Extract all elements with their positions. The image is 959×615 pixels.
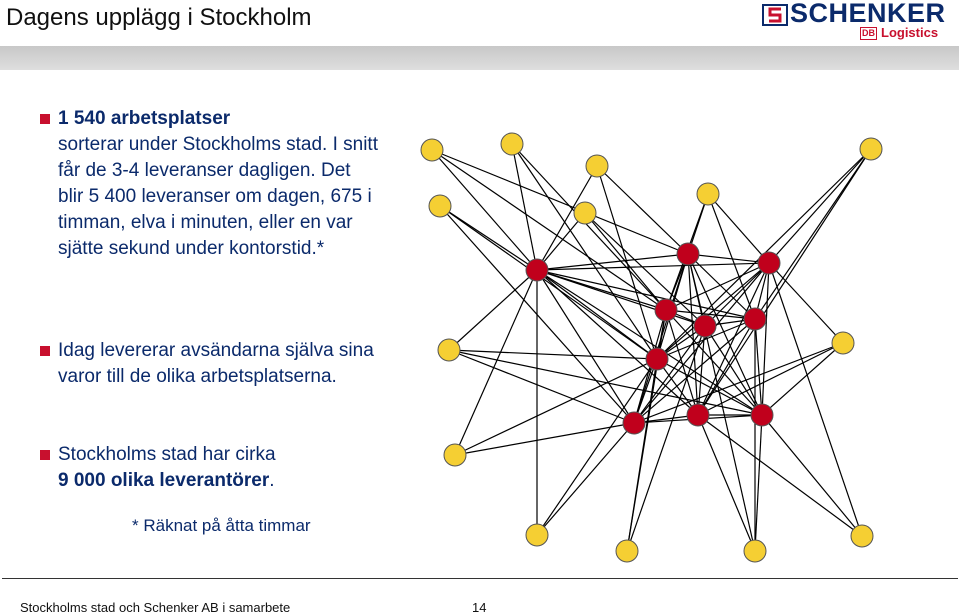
footnote: * Räknat på åtta timmar xyxy=(132,516,311,535)
bullet-text: Stockholms stad har cirka xyxy=(58,444,276,465)
network-edge xyxy=(769,263,862,536)
network-edge xyxy=(537,270,634,423)
supplier-node xyxy=(586,155,608,177)
network-edge xyxy=(708,194,769,263)
workplace-node xyxy=(646,348,668,370)
footer-text: Stockholms stad och Schenker AB i samarbete xyxy=(20,600,291,615)
supplier-node xyxy=(616,540,638,562)
network-edge xyxy=(657,359,762,415)
network-edge xyxy=(537,423,634,535)
network-edge xyxy=(455,359,657,455)
network-edge xyxy=(688,254,755,551)
network-edge xyxy=(432,150,666,310)
network-edge xyxy=(455,270,537,455)
supplier-node xyxy=(860,138,882,160)
supplier-node xyxy=(429,195,451,217)
network-edge xyxy=(634,263,769,423)
bullet-bold: 1 540 arbetsplatser xyxy=(58,108,231,129)
bullet-bold: 9 000 olika leverantörer xyxy=(58,470,270,491)
workplace-node xyxy=(687,404,709,426)
network-edge xyxy=(432,150,688,254)
bullet-text: Idag levererar avsändarna själva sina varor till de olika arbetsplatserna. xyxy=(58,340,374,387)
supplier-node xyxy=(851,525,873,547)
network-edge xyxy=(769,149,871,263)
workplace-node xyxy=(677,243,699,265)
network-edge xyxy=(666,310,698,415)
workplace-node xyxy=(694,315,716,337)
network-nodes xyxy=(421,133,882,562)
network-edge xyxy=(762,415,862,536)
supplier-node xyxy=(421,139,443,161)
logo-logistics: Logistics xyxy=(881,25,939,40)
network-edge xyxy=(455,423,634,455)
network-edge xyxy=(698,415,862,536)
workplace-node xyxy=(758,252,780,274)
network-edge xyxy=(698,149,871,415)
network-edge xyxy=(769,263,843,343)
network-edge xyxy=(449,350,657,359)
logo-wordmark: SCHENKER xyxy=(790,0,946,28)
network-edge xyxy=(449,350,762,415)
bullet-text: sorterar under Stockholms stad. I snitt får de 3-4 leveranser dagligen. Det blir 5 400 leveranser om dagen, 675 i timman, elva i minuten, eller en var sjätte sekund under kontorstid.* xyxy=(58,134,378,259)
network-edges xyxy=(432,144,871,551)
workplace-node xyxy=(655,299,677,321)
network-edge xyxy=(537,359,657,535)
network-edge xyxy=(585,213,666,310)
supplier-node xyxy=(697,183,719,205)
workplace-node xyxy=(751,404,773,426)
supplier-node xyxy=(501,133,523,155)
network-edge xyxy=(698,263,769,415)
network-edge xyxy=(449,270,537,350)
network-edge xyxy=(449,350,634,423)
footer-divider xyxy=(2,578,958,579)
supplier-node xyxy=(832,332,854,354)
supplier-node xyxy=(526,524,548,546)
supplier-node xyxy=(444,444,466,466)
workplace-node xyxy=(623,412,645,434)
supplier-node xyxy=(744,540,766,562)
db-badge: DB xyxy=(862,28,875,38)
network-edge xyxy=(755,319,762,415)
network-edge xyxy=(585,213,705,326)
supplier-node xyxy=(438,339,460,361)
network-edge xyxy=(762,343,843,415)
bullet-tail: . xyxy=(269,470,275,491)
workplace-node xyxy=(744,308,766,330)
supplier-node xyxy=(574,202,596,224)
page-number: 14 xyxy=(472,600,487,615)
network-edge xyxy=(755,415,762,551)
workplace-node xyxy=(526,259,548,281)
network-edge xyxy=(755,149,871,319)
page-title: Dagens upplägg i Stockholm xyxy=(6,4,312,31)
